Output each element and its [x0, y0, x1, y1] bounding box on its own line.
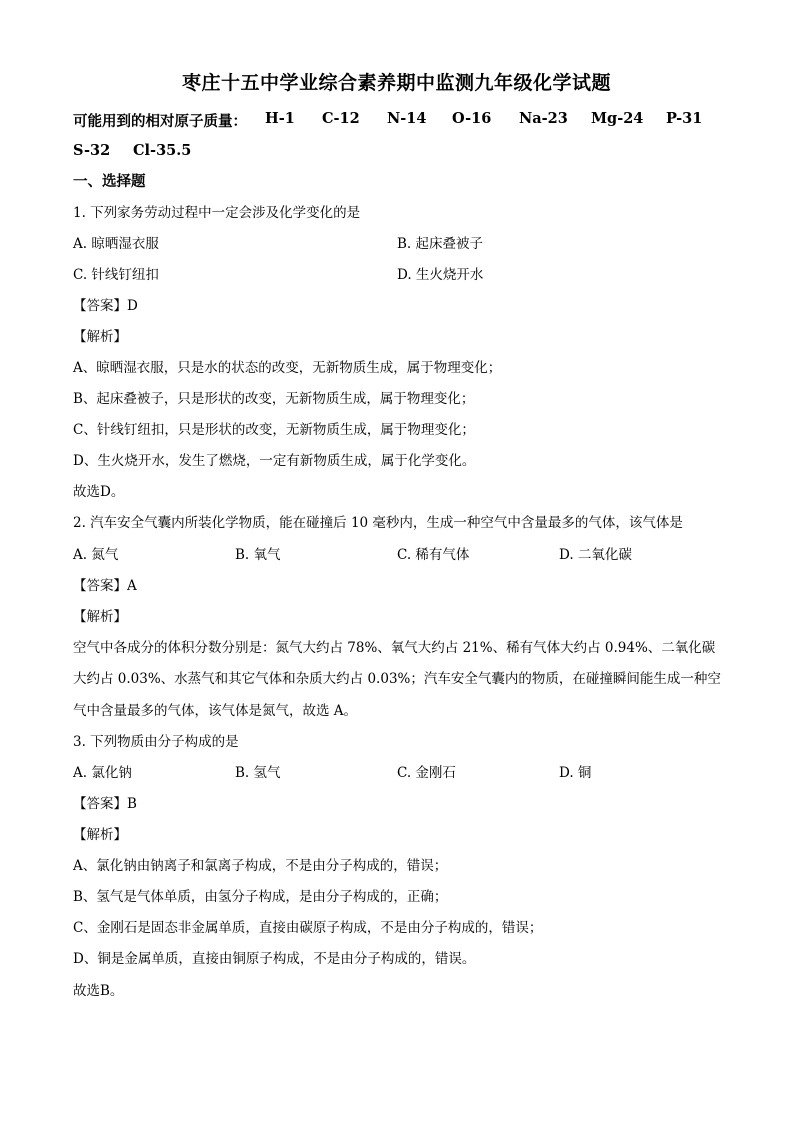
atomic-mass-item: P-31: [666, 110, 703, 127]
option-a: A. 晾晒湿衣服: [73, 236, 159, 252]
analysis-line: D、铜是金属单质，直接由铜原子构成，不是由分子构成的，错误。: [73, 951, 476, 967]
atomic-mass-label: 可能用到的相对原子质量：: [73, 113, 247, 130]
option-b: B. 起床叠被子: [397, 236, 484, 252]
option-c: C. 稀有气体: [397, 547, 470, 563]
option-b: B. 氧气: [235, 547, 281, 563]
analysis-label: 【解析】: [73, 827, 127, 843]
analysis-line: A、氯化钠由钠离子和氯离子构成，不是由分子构成的，错误；: [73, 858, 448, 874]
option-c: C. 针线钉纽扣: [73, 267, 159, 283]
analysis-line: B、起床叠被子，只是形状的改变，无新物质生成，属于物理变化；: [73, 391, 475, 407]
analysis-line: 故选B。: [73, 983, 124, 999]
analysis-line: 气中含量最多的气体，该气体是氮气，故选 A。: [73, 703, 358, 719]
analysis-line: 故选D。: [73, 484, 125, 500]
question-stem: 1. 下列家务劳动过程中一定会涉及化学变化的是: [73, 205, 361, 221]
answer: 【答案】D: [73, 298, 138, 314]
option-a: A. 氯化钠: [73, 765, 132, 781]
option-c: C. 金刚石: [397, 765, 456, 781]
analysis-line: C、针线钉纽扣，只是形状的改变，无新物质生成，属于物理变化；: [73, 422, 475, 438]
atomic-mass-item: H-1: [265, 110, 295, 127]
analysis-label: 【解析】: [73, 329, 127, 345]
analysis-line: C、金刚石是固态非金属单质，直接由碳原子构成，不是由分子构成的，错误；: [73, 920, 543, 936]
answer: 【答案】A: [73, 578, 137, 594]
analysis-line: B、氢气是气体单质，由氢分子构成，是由分子构成的，正确；: [73, 889, 448, 905]
atomic-mass-item: Cl-35.5: [133, 142, 192, 159]
option-d: D. 二氧化碳: [559, 547, 632, 563]
page-title: 枣庄十五中学业综合素养期中监测九年级化学试题: [181, 72, 611, 94]
option-b: B. 氢气: [235, 765, 281, 781]
option-d: D. 铜: [559, 765, 592, 781]
answer: 【答案】B: [73, 796, 137, 812]
analysis-label: 【解析】: [73, 609, 127, 625]
atomic-mass-item: S-32: [73, 142, 111, 159]
analysis-line: 空气中各成分的体积分数分别是：氮气大约占 78%、氧气大约占 21%、稀有气体大约占 0.94%、二氧化碳: [73, 640, 716, 656]
analysis-line: D、生火烧开水，发生了燃烧，一定有新物质生成，属于化学变化。: [73, 453, 476, 469]
atomic-mass-item: O-16: [452, 110, 492, 127]
question-stem: 3. 下列物质由分子构成的是: [73, 734, 239, 750]
section-heading: 一、选择题: [73, 173, 146, 190]
atomic-mass-item: Na-23: [519, 110, 568, 127]
question-stem: 2. 汽车安全气囊内所装化学物质，能在碰撞后 10 毫秒内，生成一种空气中含量最多的气体，该气体是: [73, 515, 683, 531]
analysis-line: A、晾晒湿衣服，只是水的状态的改变，无新物质生成，属于物理变化；: [73, 360, 502, 376]
option-a: A. 氮气: [73, 547, 119, 563]
analysis-line: 大约占 0.03%、水蒸气和其它气体和杂质大约占 0.03%；汽车安全气囊内的物质，在碰撞瞬间能生成一种空: [73, 671, 721, 687]
atomic-mass-item: Mg-24: [591, 110, 644, 127]
atomic-mass-item: N-14: [387, 110, 427, 127]
option-d: D. 生火烧开水: [397, 267, 484, 283]
atomic-mass-item: C-12: [322, 110, 360, 127]
